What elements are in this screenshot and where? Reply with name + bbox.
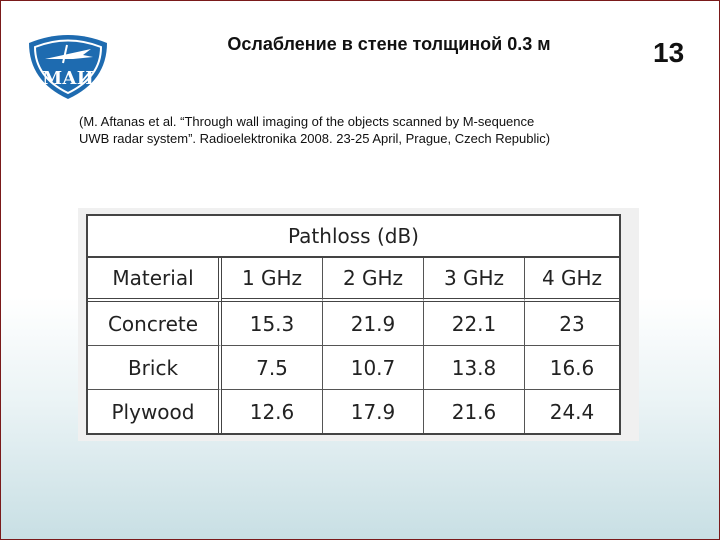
row-material: Plywood xyxy=(88,390,222,433)
table-caption: Pathloss (dB) xyxy=(88,216,619,258)
table-header-row xyxy=(88,258,619,302)
table-cell: 21.9 xyxy=(323,302,424,346)
table-cell: 15.3 xyxy=(222,302,323,346)
table-cell: 7.5 xyxy=(222,346,323,390)
header-1ghz: 1 GHz xyxy=(222,258,323,302)
citation-line-1: (M. Aftanas et al. “Through wall imaging of the objects scanned by M-sequence xyxy=(79,114,535,129)
header-2ghz: 2 GHz xyxy=(323,258,424,302)
citation xyxy=(79,113,639,147)
table-row xyxy=(88,302,619,346)
header-3ghz: 3 GHz xyxy=(424,258,525,302)
pathloss-table-image xyxy=(78,208,639,441)
table-cell: 13.8 xyxy=(424,346,525,390)
page-number: 13 xyxy=(653,37,685,68)
table-cell: 17.9 xyxy=(323,390,424,433)
citation-line-2: UWB radar system”. Radioelektronika 2008. 23-25 April, Prague, Czech Republic) xyxy=(79,131,551,146)
header-material: Material xyxy=(88,258,222,302)
table-cell: 16.6 xyxy=(525,346,619,390)
table-cell: 23 xyxy=(525,302,619,346)
table-row xyxy=(88,390,619,433)
row-material: Concrete xyxy=(88,302,222,346)
mai-logo-icon xyxy=(23,29,113,101)
table-cell: 12.6 xyxy=(222,390,323,433)
table-row xyxy=(88,346,619,390)
logo-text: МАИ xyxy=(42,68,94,89)
table-cell: 24.4 xyxy=(549,399,595,424)
header-4ghz: 4 GHz xyxy=(525,258,619,302)
row-material: Brick xyxy=(88,346,222,390)
pathloss-table xyxy=(86,214,621,435)
slide-title: Ослабление в стене толщиной 0.3 м xyxy=(227,34,551,54)
table-cell: 10.7 xyxy=(323,346,424,390)
table-cell: 22.1 xyxy=(424,302,525,346)
table-cell: 21.6 xyxy=(424,390,525,433)
